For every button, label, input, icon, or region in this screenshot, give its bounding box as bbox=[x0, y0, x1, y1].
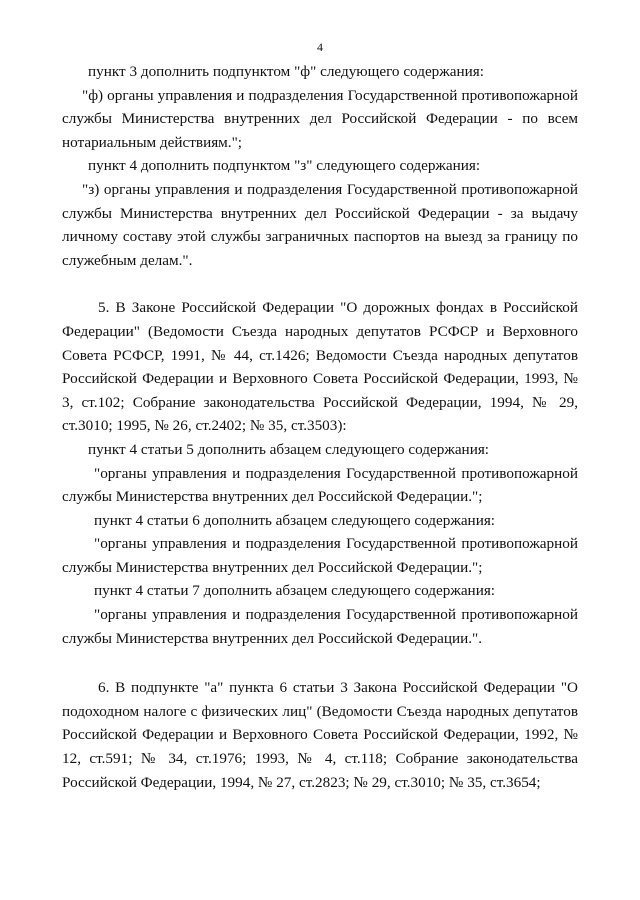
paragraph-amend-item4: пункт 4 дополнить подпунктом "з" следующего содержания: bbox=[88, 157, 481, 175]
paragraph-article7-text: "органы управления и подразделения Государственной противопожарной службы Министерства внутренних дел Российской Федерации.". bbox=[62, 606, 578, 647]
paragraph-article5-text: "органы управления и подразделения Государственной противопожарной службы Министерства внутренних дел Российской Федерации."; bbox=[62, 464, 578, 506]
paragraph-subitem-f: "ф) органы управления и подразделения Государственной противопожарной службы Министерства внутренних дел Российской Федерации - по всем нотариальным действиям."; bbox=[62, 86, 578, 151]
paragraph-article6-item4: пункт 4 статьи 6 дополнить абзацем следующего содержания: bbox=[94, 511, 496, 529]
document-body bbox=[62, 60, 578, 794]
paragraph-subitem-z: "з) органы управления и подразделения Государственной противопожарной службы Министерства внутренних дел Российской Федерации - за выдачу личному составу этой службы заграничных паспортов на выезд за границу по служебным делам.". bbox=[62, 180, 578, 269]
section-gap bbox=[62, 650, 578, 676]
paragraph-article6-text: "органы управления и подразделения Государственной противопожарной службы Министерства внутренних дел Российской Федерации."; bbox=[62, 535, 578, 576]
paragraph-article7-item4: пункт 4 статьи 7 дополнить абзацем следующего содержания: bbox=[94, 582, 496, 600]
paragraph-amend-item3: пункт 3 дополнить подпунктом "ф" следующего содержания: bbox=[88, 63, 484, 80]
paragraph-section-5: 5. В Законе Российской Федерации "О дорожных фондах в Российской Федерации" (Ведомости Съезда народных депутатов РСФСР и Верховного Совета РСФСР, 1991, № 44, ст.1426; Ведомости Съезда народных депутатов Российской Федерации и Верховного Совета Российской Федерации, 1993, № 3, ст.102; Собрание законодательства Российской Федерации, 1994, № 29, ст.3010; 1995, № 26, ст.2402; № 35, ст.3503): bbox=[62, 299, 578, 435]
paragraph-section-6: 6. В подпункте "а" пункта 6 статьи 3 Закона Российской Федерации "О подоходном налоге с физических лиц" (Ведомости Съезда народных депутатов Российской Федерации и Верховного Совета Российской Федерации, 1992, № 12, ст.591; № 34, ст.1976; 1993, № 4, ст.118; Собрание законодательства Российской Федерации, 1994, № 27, ст.2823; № 29, ст.3010; № 35, ст.3654; bbox=[62, 679, 578, 791]
paragraph-article5-item4: пункт 4 статьи 5 дополнить абзацем следующего содержания: bbox=[88, 440, 490, 458]
page-number: 4 bbox=[317, 40, 323, 54]
section-gap bbox=[62, 272, 578, 296]
